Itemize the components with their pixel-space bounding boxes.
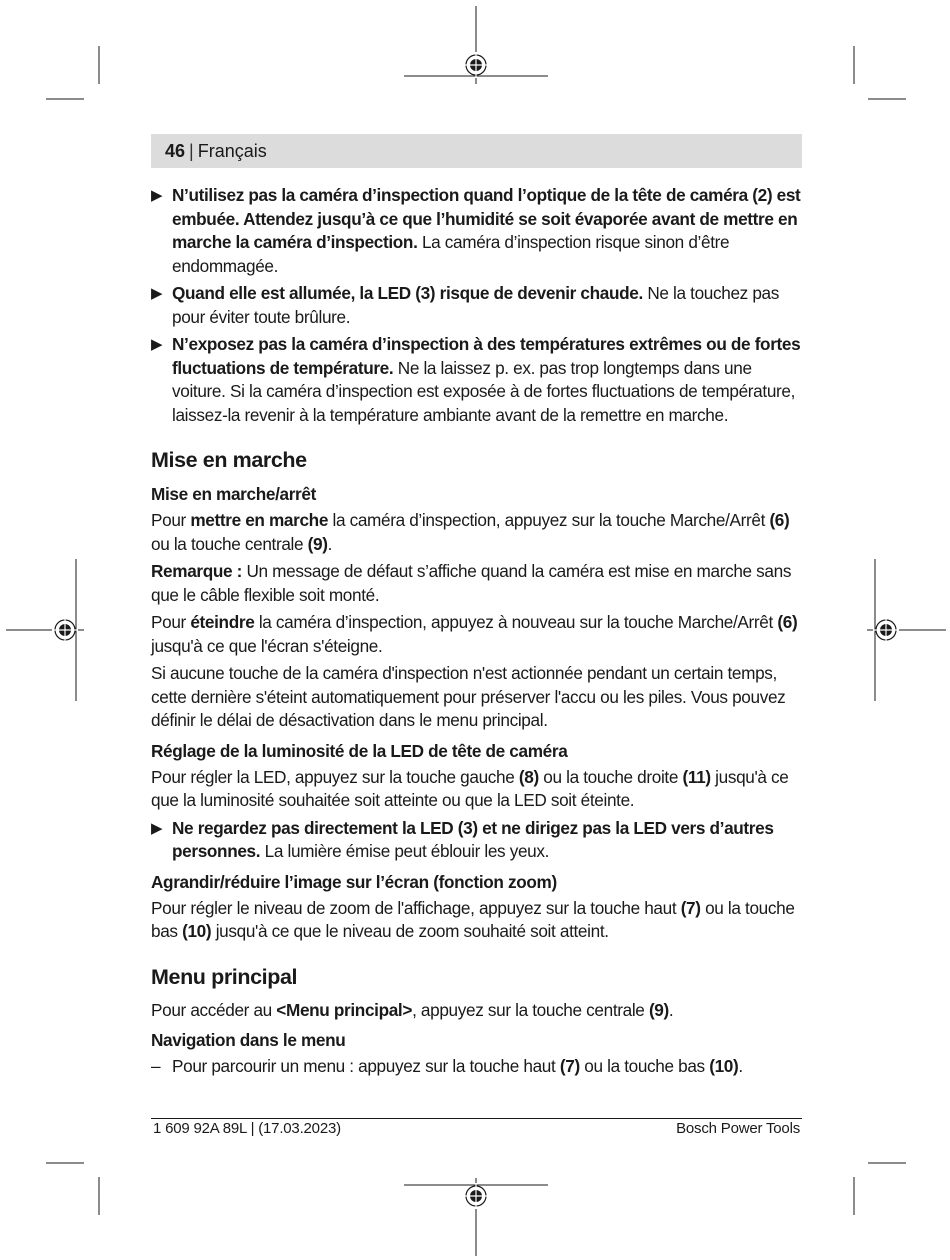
paragraph-switch-off: Pour éteindre la caméra d’inspection, appuyez à nouveau sur la touche Marche/Arrêt (6) jusqu'à ce que l'écran s'éteigne. — [151, 612, 798, 656]
list-item-menu-navigation: – Pour parcourir un menu : appuyez sur la touche haut (7) ou la touche bas (10). — [151, 1055, 803, 1079]
dash-bullet: – — [151, 1056, 161, 1076]
warning-bullet-icon: ▶ — [151, 285, 163, 302]
registration-target-bottom — [463, 1183, 489, 1209]
page-number: 46 — [165, 140, 186, 161]
subheading-led-brightness: Réglage de la luminosité de la LED de tête de caméra — [151, 740, 568, 761]
registration-target-top — [463, 52, 489, 78]
page-content — [151, 184, 803, 1079]
registration-target-left — [52, 617, 78, 643]
safety-warning-led: ▶ Ne regardez pas directement la LED (3) et ne dirigez pas la LED vers d’autres personnes. La lumière émise peut éblouir les yeux. — [151, 817, 774, 861]
page-header — [151, 134, 802, 168]
subheading-zoom: Agrandir/réduire l’image sur l’écran (fonction zoom) — [151, 871, 557, 892]
paragraph-auto-off: Si aucune touche de la caméra d'inspection n'est actionnée pendant un certain temps, cette dernière s'éteint automatiquement pour préserver l'accu ou les piles. Vous pouvez définir le délai de désactivation dans le menu principal. — [151, 663, 786, 730]
paragraph-note: Remarque : Un message de défaut s’affiche quand la caméra est mise en marche sans que le câble flexible soit monté. — [151, 561, 792, 605]
section-heading-mise-en-marche: Mise en marche — [151, 448, 307, 472]
subheading-menu-navigation: Navigation dans le menu — [151, 1030, 346, 1050]
safety-warning: ▶ N’exposez pas la caméra d’inspection à des températures extrêmes ou de fortes fluctuations de température. Ne la laissez p. ex. pas trop longtemps dans une voiture. Si la caméra d’inspection est exposée à de fortes fluctuations de température, laissez-la revenir à la température ambiante avant de la remettre en marche. — [151, 334, 801, 425]
registration-target-right — [873, 617, 899, 643]
paragraph-menu-access: Pour accéder au <Menu principal>, appuyez sur la touche centrale (9). — [151, 999, 674, 1020]
safety-warning: ▶ Quand elle est allumée, la LED (3) risque de devenir chaude. Ne la touchez pas pour éviter toute brûlure. — [151, 283, 779, 327]
paragraph-switch-on: Pour mettre en marche la caméra d’inspection, appuyez sur la touche Marche/Arrêt (6) ou la touche centrale (9). — [151, 510, 790, 554]
footer-brand: Bosch Power Tools — [676, 1120, 800, 1137]
subheading-on-off: Mise en marche/arrêt — [151, 484, 316, 504]
paragraph-led-adjust: Pour régler la LED, appuyez sur la touche gauche (8) ou la touche droite (11) jusqu'à ce que la luminosité souhaitée soit atteinte ou que la LED soit éteinte. — [151, 766, 789, 810]
section-heading-menu-principal: Menu principal — [151, 964, 298, 989]
warning-bullet-icon: ▶ — [151, 819, 163, 837]
footer-rule — [151, 1118, 802, 1119]
warning-bullet-icon: ▶ — [151, 336, 163, 353]
header-separator: | — [189, 140, 194, 161]
paragraph-zoom: Pour régler le niveau de zoom de l'affichage, appuyez sur la touche haut (7) ou la touche bas (10) jusqu'à ce que le niveau de zoom souhaité soit atteint. — [151, 897, 795, 941]
header-section-language: Français — [197, 140, 267, 161]
safety-warning: ▶ N’utilisez pas la caméra d’inspection quand l’optique de la tête de caméra (2) est embuée. Attendez jusqu’à ce que l’humidité se soit évaporée avant de mettre en marche la caméra d’inspection. La caméra d’inspection risque sinon d’être endommagée. — [151, 185, 801, 276]
footer-document-code: 1 609 92A 89L | (17.03.2023) — [153, 1120, 341, 1137]
warning-bullet-icon: ▶ — [151, 187, 163, 204]
